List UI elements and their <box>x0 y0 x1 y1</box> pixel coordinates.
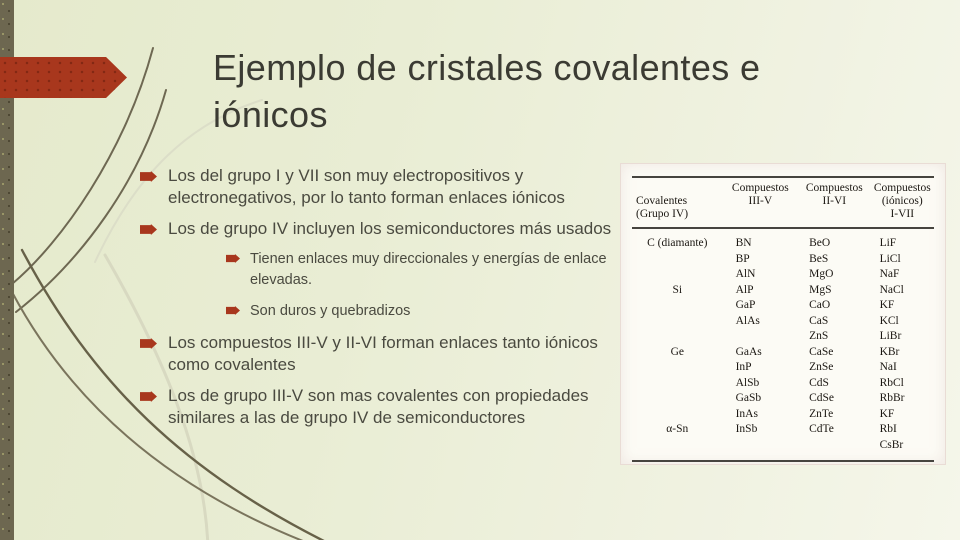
table-cell: NaCl <box>879 283 904 296</box>
bullet-text: Son duros y quebradizos <box>250 303 411 319</box>
bullet-item <box>140 165 622 209</box>
table-cell <box>632 407 723 423</box>
table-cell: CsBr <box>871 438 934 462</box>
table-cell <box>723 329 799 345</box>
table-row <box>632 314 934 330</box>
table-cell: InP <box>735 361 752 373</box>
compound-table-body <box>632 228 934 461</box>
bullet-item <box>226 301 622 322</box>
table-cell: RbI <box>879 423 897 435</box>
table-cell: KF <box>879 299 895 311</box>
table-row <box>632 391 934 407</box>
table-cell: KBr <box>879 345 900 358</box>
table-header-line: (iónicos) <box>881 195 923 207</box>
table-cell: LiCl <box>879 252 901 265</box>
table-row <box>632 407 934 423</box>
title-arrow-banner-icon <box>0 57 127 98</box>
table-cell: BeO <box>809 237 831 249</box>
table-cell: InSb <box>735 423 758 435</box>
table-cell: CaS <box>809 314 829 327</box>
table-cell: KF <box>879 407 895 420</box>
table-cell: CaO <box>809 299 831 311</box>
table-cell <box>632 376 723 392</box>
table-cell: ZnTe <box>809 407 834 420</box>
table-cell: InAs <box>735 407 758 420</box>
table-cell: GaAs <box>735 345 762 358</box>
table-cell <box>632 298 723 314</box>
table-cell <box>632 391 723 407</box>
bullet-list <box>140 165 622 438</box>
table-row <box>632 329 934 345</box>
slide-title: Ejemplo de cristales covalentes e iónicos <box>213 47 761 135</box>
table-header-line: Compuestos <box>873 182 931 194</box>
table-cell <box>632 329 723 345</box>
compound-table-scan <box>620 163 946 465</box>
table-cell: CdS <box>809 376 829 389</box>
table-header-cell <box>871 177 934 228</box>
table-cell: RbCl <box>879 376 904 389</box>
table-cell <box>723 438 799 462</box>
table-cell <box>632 314 723 330</box>
table-header-line: Compuestos <box>805 182 863 194</box>
table-cell: MgO <box>809 268 834 280</box>
compound-table <box>632 176 934 462</box>
table-header-row <box>632 177 934 228</box>
table-cell: CdTe <box>809 423 834 435</box>
bullet-text: Los del grupo I y VII son muy electropositivos y electronegativos, por lo tanto forman enlaces iónicos <box>168 166 565 207</box>
table-cell: GaSb <box>735 392 762 404</box>
table-cell: LiF <box>879 237 897 249</box>
table-cell <box>632 360 723 376</box>
table-cell: BP <box>735 252 750 265</box>
table-cell: AlP <box>735 283 754 296</box>
table-cell: ZnSe <box>809 361 834 373</box>
table-row <box>632 345 934 361</box>
table-cell: Ge <box>670 345 684 358</box>
bullet-arrow-icon <box>226 306 240 315</box>
table-cell: BN <box>735 237 752 249</box>
bullet-item <box>140 332 622 376</box>
table-row <box>632 252 934 268</box>
bullet-item <box>226 249 622 291</box>
table-cell: CaSe <box>809 345 834 358</box>
table-header-cell <box>798 177 870 228</box>
table-header-line: Compuestos <box>731 182 789 194</box>
table-cell: C (diamante) <box>647 237 708 249</box>
table-header-line: (Grupo IV) <box>636 208 689 220</box>
bullet-text: Los compuestos III-V y II-VI forman enlaces tanto iónicos como covalentes <box>168 333 598 374</box>
table-cell: NaF <box>879 268 900 280</box>
table-cell <box>632 252 723 268</box>
table-row <box>632 228 934 252</box>
compound-table-header <box>632 177 934 228</box>
table-cell: α-Sn <box>666 423 689 435</box>
bullet-arrow-icon <box>140 338 157 349</box>
table-row <box>632 360 934 376</box>
table-cell <box>632 438 723 462</box>
table-cell <box>632 267 723 283</box>
bullet-item <box>140 218 622 240</box>
table-header-line: II-VI <box>822 195 847 207</box>
bullet-arrow-icon <box>226 254 240 263</box>
table-cell: MgS <box>809 283 832 296</box>
table-cell: RbBr <box>879 392 905 404</box>
table-header-line: III-V <box>748 195 773 207</box>
bullet-text: Los de grupo III-V son mas covalentes con propiedades similares a las de grupo IV de semiconductores <box>168 386 589 427</box>
table-row <box>632 267 934 283</box>
table-cell: NaI <box>879 361 897 373</box>
table-cell: CdSe <box>809 392 835 404</box>
table-cell: LiBr <box>879 330 902 342</box>
table-header-cell <box>723 177 799 228</box>
bullet-arrow-icon <box>140 391 157 402</box>
table-row <box>632 422 934 438</box>
bullet-arrow-icon <box>140 171 157 182</box>
bullet-text: Tienen enlaces muy direccionales y energías de enlace elevadas. <box>250 251 607 288</box>
table-cell: ZnS <box>809 330 829 342</box>
table-cell: Si <box>672 283 683 296</box>
table-cell: AlAs <box>735 314 760 327</box>
table-cell: BeS <box>809 252 829 265</box>
table-cell: KCl <box>879 314 899 327</box>
table-header-cell <box>632 177 723 228</box>
bullet-text: Los de grupo IV incluyen los semiconductores más usados <box>168 219 612 238</box>
table-cell <box>798 438 870 462</box>
table-row <box>632 438 934 462</box>
table-row <box>632 283 934 299</box>
table-row <box>632 298 934 314</box>
bullet-item <box>140 385 622 429</box>
table-row <box>632 376 934 392</box>
bullet-arrow-icon <box>140 224 157 235</box>
table-cell: AlN <box>735 268 756 280</box>
table-cell: AlSb <box>735 376 760 389</box>
table-header-line: I-VII <box>890 208 915 220</box>
table-cell: GaP <box>735 299 756 311</box>
table-header-line: Covalentes <box>636 195 688 207</box>
